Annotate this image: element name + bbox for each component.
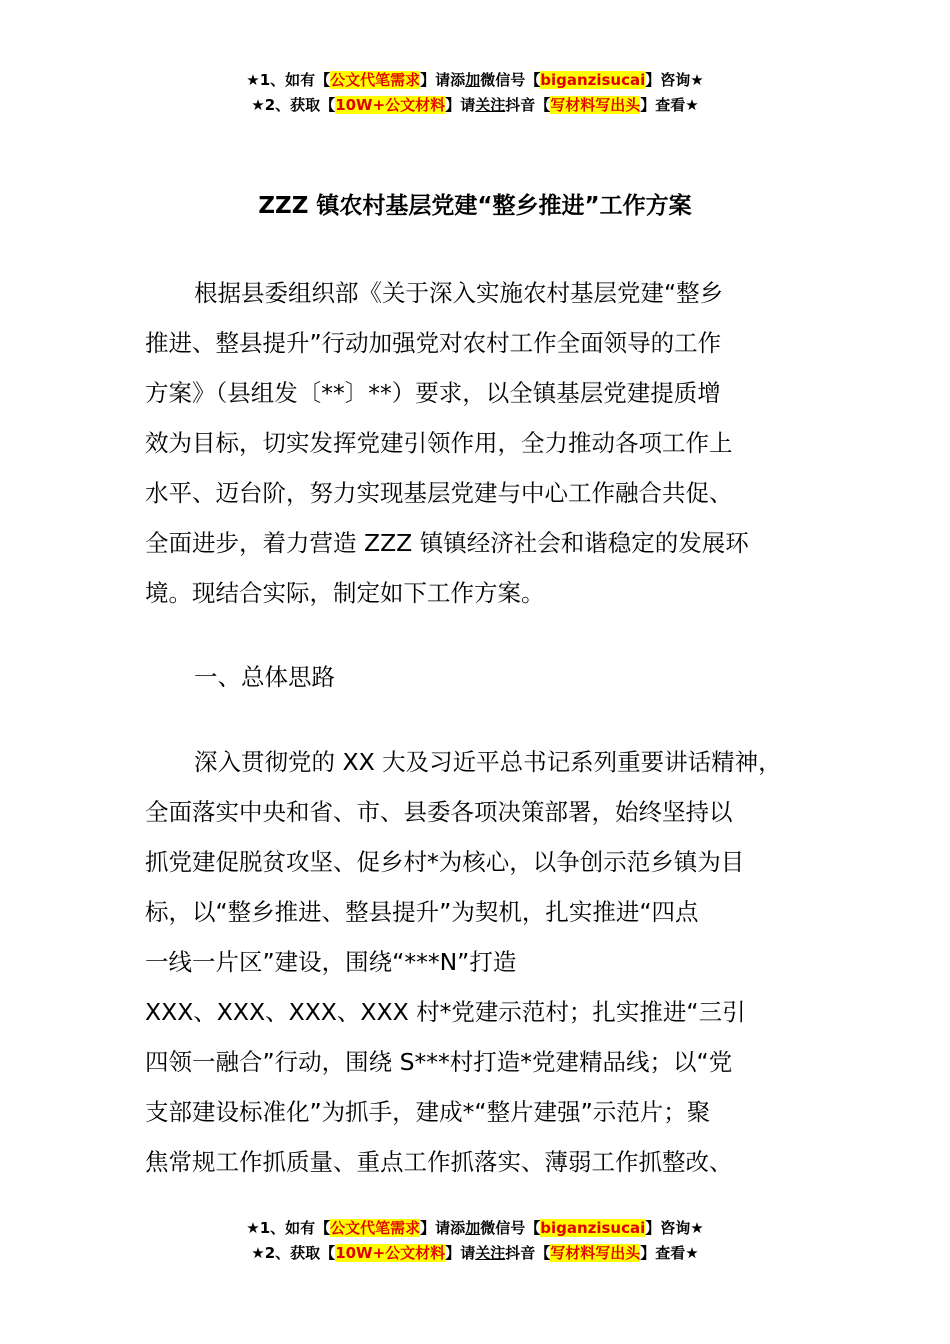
highlight-materials: 10W+公文材料 xyxy=(335,96,446,114)
highlight-wechat-id: biganzisucai xyxy=(540,71,646,89)
text-line: 深入贯彻党的 XX 大及习近平总书记系列重要讲话精神， xyxy=(194,748,782,776)
banner-line-2 xyxy=(0,93,950,118)
text-line: 水平、迈台阶，努力实现基层党建与中心工作融合共促、 xyxy=(145,479,733,507)
text-line: 推进、整县提升”行动加强党对农村工作全面领导的工作 xyxy=(145,329,722,357)
footer-banner xyxy=(0,1216,950,1266)
paragraph-intro xyxy=(145,268,835,618)
banner-text: 】请 xyxy=(445,1244,476,1262)
document-title: ZZZ 镇农村基层党建“整乡推进”工作方案 xyxy=(258,193,692,219)
banner-text: ★1、如有【 xyxy=(246,71,331,89)
text-line: 效为目标，切实发挥党建引领作用，全力推动各项工作上 xyxy=(145,429,733,457)
text-line: XXX、XXX、XXX、XXX 村*党建示范村；扎实推进“三引 xyxy=(145,998,746,1026)
banner-line-1 xyxy=(0,68,950,93)
highlight-douyin-account: 写材料写出头 xyxy=(550,96,641,114)
highlight-douyin-account: 写材料写出头 xyxy=(550,1244,641,1262)
banner-text: 】请添 xyxy=(420,71,466,89)
banner-text: ★2、获取【 xyxy=(251,1244,336,1262)
banner-text: ★2、获取【 xyxy=(251,96,336,114)
banner-underlined: 关注 xyxy=(475,1244,506,1262)
banner-text: 微信号【 xyxy=(480,1219,541,1237)
highlight-service: 公文代笔需求 xyxy=(330,1219,421,1237)
text-line: 四领一融合”行动，围绕 S***村打造*党建精品线；以“党 xyxy=(145,1048,733,1076)
banner-text: 】查看★ xyxy=(640,96,699,114)
banner-text: 抖音【 xyxy=(505,1244,551,1262)
text-line: 标，以“整乡推进、整县提升”为契机，扎实推进“四点 xyxy=(145,898,699,926)
text-line: 一线一片区”建设，围绕“***N”打造 xyxy=(145,948,517,976)
banner-text: 】请 xyxy=(445,96,476,114)
text-line: 全面进步，着力营造 ZZZ 镇镇经济社会和谐稳定的发展环 xyxy=(145,529,749,557)
text-line: 焦常规工作抓质量、重点工作抓落实、薄弱工作抓整改、 xyxy=(145,1148,733,1176)
banner-text: 】咨询★ xyxy=(645,1219,704,1237)
text-line: 境。现结合实际，制定如下工作方案。 xyxy=(145,579,545,607)
banner-text: ★1、如有【 xyxy=(246,1219,331,1237)
banner-underlined: 关注 xyxy=(475,96,506,114)
text-line: 全面落实中央和省、市、县委各项决策部署，始终坚持以 xyxy=(145,798,733,826)
banner-text: 】咨询★ xyxy=(645,71,704,89)
highlight-wechat-id: biganzisucai xyxy=(540,1219,646,1237)
banner-underlined: 加 xyxy=(465,1219,481,1237)
banner-underlined: 加 xyxy=(465,71,481,89)
text-line: 根据县委组织部《关于深入实施农村基层党建“整乡 xyxy=(194,279,724,307)
banner-text: 微信号【 xyxy=(480,71,541,89)
text-line: 方案》（县组发〔**〕**）要求，以全镇基层党建提质增 xyxy=(145,379,721,407)
header-banner xyxy=(0,68,950,118)
banner-text: 抖音【 xyxy=(505,96,551,114)
paragraph-general-approach xyxy=(145,737,835,1187)
text-line: 支部建设标准化”为抓手，建成*“整片建强”示范片；聚 xyxy=(145,1098,711,1126)
banner-text: 】请添 xyxy=(420,1219,466,1237)
banner-line-2 xyxy=(0,1241,950,1266)
highlight-service: 公文代笔需求 xyxy=(330,71,421,89)
section-heading: 一、总体思路 xyxy=(194,663,335,691)
banner-text: 】查看★ xyxy=(640,1244,699,1262)
text-line: 抓党建促脱贫攻坚、促乡村*为核心，以争创示范乡镇为目 xyxy=(145,848,745,876)
banner-line-1 xyxy=(0,1216,950,1241)
highlight-materials: 10W+公文材料 xyxy=(335,1244,446,1262)
